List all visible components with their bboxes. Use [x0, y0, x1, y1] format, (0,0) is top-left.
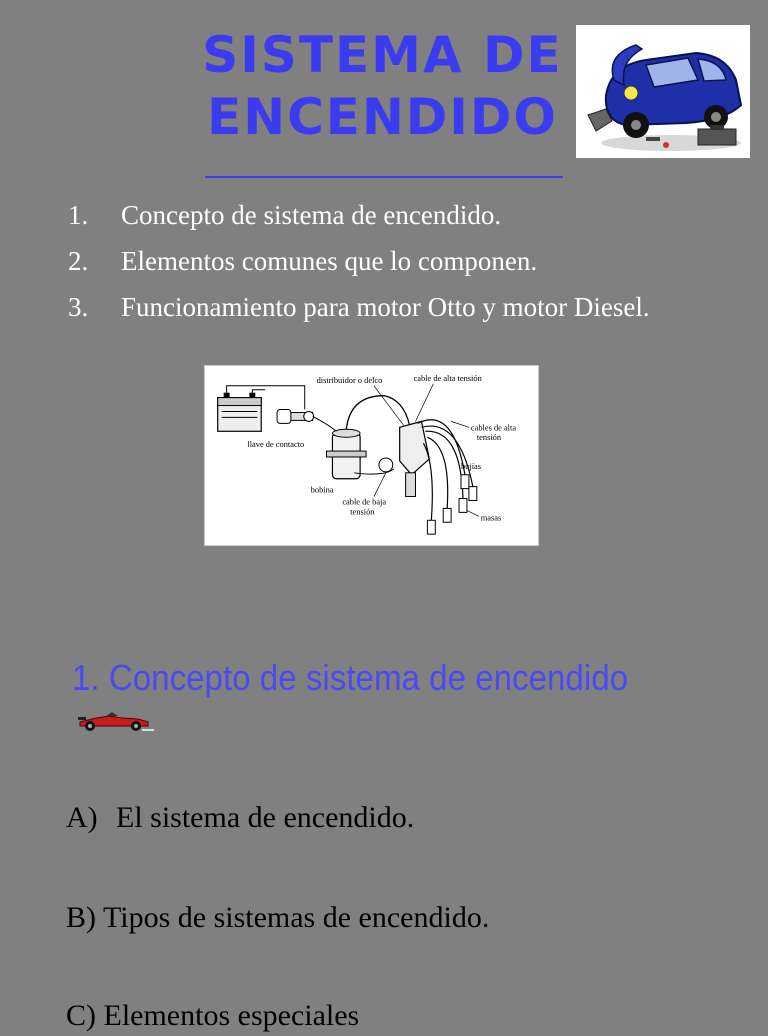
outline-item [68, 242, 708, 280]
outline-list [68, 196, 708, 334]
title-line-2: ENCENDIDO [207, 88, 558, 146]
ignition-diagram [204, 365, 539, 546]
label-cable-alta: cable de alta tensión [413, 373, 482, 383]
item-label: A) [66, 801, 98, 834]
car-repair-icon [576, 25, 750, 158]
outline-text: Elementos comunes que lo componen. [121, 246, 538, 276]
label-distribuidor: distribuidor o delco [316, 375, 383, 385]
list-item [66, 798, 414, 838]
outline-item [68, 196, 708, 234]
title-underline [205, 176, 563, 178]
race-car-icon [76, 708, 154, 732]
item-text: Elementos especiales [103, 999, 360, 1032]
outline-number: 3. [68, 292, 89, 322]
label-bobina: bobina [310, 485, 334, 495]
item-label: B) [66, 901, 96, 934]
label-cable-baja-2: tensión [350, 507, 375, 517]
outline-number: 2. [68, 246, 89, 276]
outline-text: Concepto de sistema de encendido. [121, 200, 502, 230]
label-cables-alta-1: cables de alta [470, 423, 517, 433]
outline-number: 1. [68, 200, 89, 230]
label-llave: llave de contacto [247, 440, 305, 450]
outline-text: Funcionamiento para motor Otto y motor Diesel. [121, 292, 650, 322]
list-item [66, 898, 489, 938]
label-cable-baja-1: cable de baja [342, 497, 387, 507]
label-masas: masas [480, 513, 502, 523]
item-text: Tipos de sistemas de encendido. [102, 901, 490, 934]
item-label: C) [66, 999, 96, 1032]
list-item [66, 996, 359, 1036]
page-title [160, 24, 605, 148]
title-line-1: SISTEMA DE [202, 26, 563, 84]
section-title: 1. Concepto de sistema de encendido [72, 657, 629, 698]
label-cables-alta-2: tensión [476, 433, 502, 443]
label-bujias: bujías [461, 461, 482, 471]
outline-item [68, 288, 708, 326]
item-text: El sistema de encendido. [116, 801, 415, 834]
